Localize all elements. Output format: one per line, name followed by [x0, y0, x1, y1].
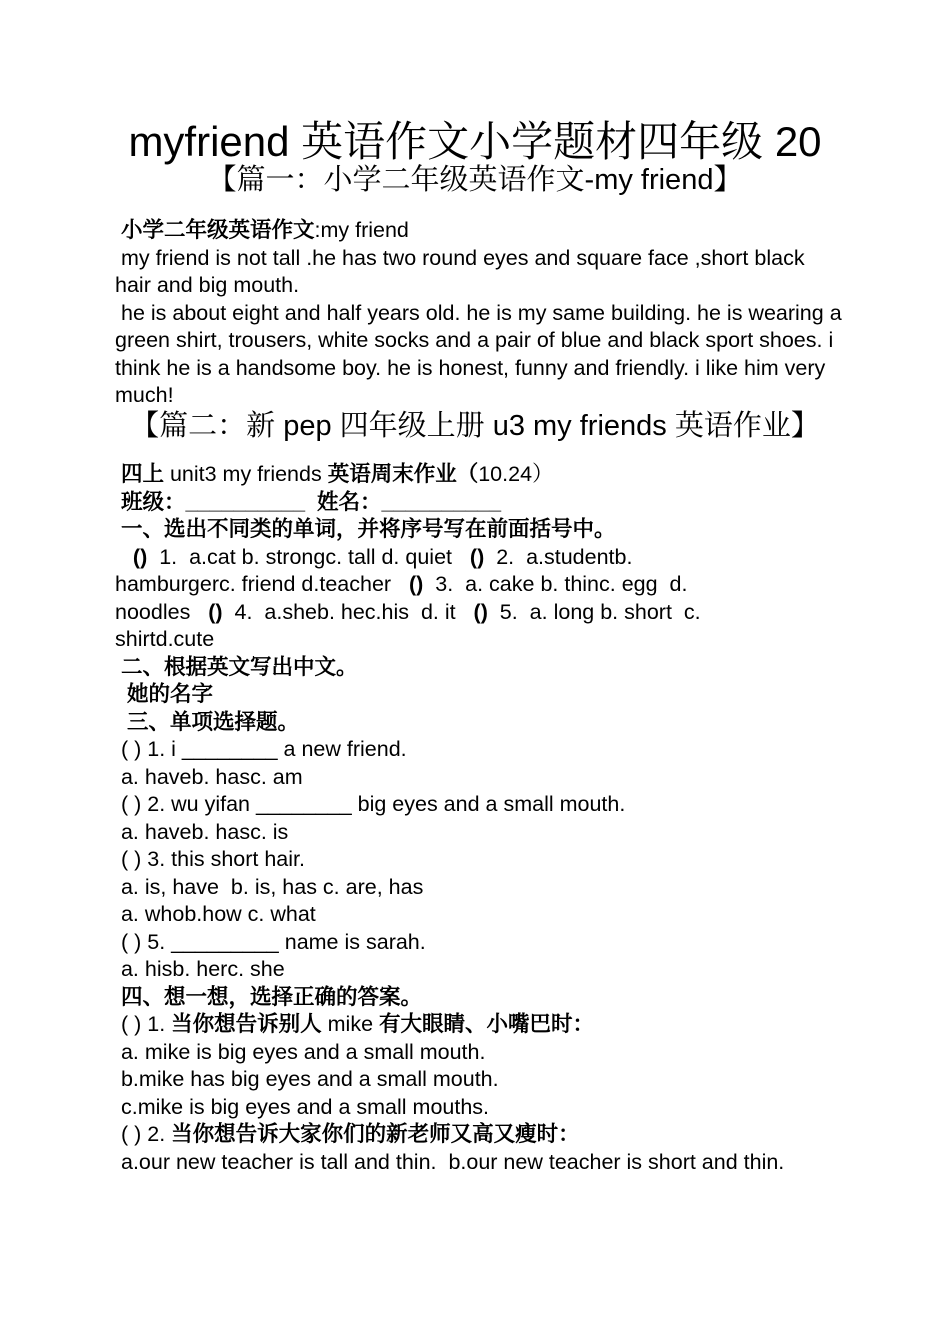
- part3-options-4: a. whob.how c. what: [115, 902, 316, 926]
- section1-paragraph-1: my friend is not tall .he has two round eyes and square face ,short black hair and big mouth.: [115, 245, 811, 297]
- part3-options-3: a. is, have b. is, has c. are, has: [115, 874, 424, 899]
- part3-options-2: a. haveb. hasc. is: [115, 819, 289, 844]
- question-text: mike: [321, 1012, 380, 1036]
- part3-question-5: ( ) 5. _________ name is sarah.: [115, 929, 426, 954]
- part3-heading: [115, 709, 845, 737]
- homework-title-part-d: 10.24）: [478, 462, 554, 486]
- question-number: ( ) 1.: [115, 1012, 172, 1036]
- question-text: 3. a. cake b. thinc. egg d.: [423, 572, 688, 596]
- part2-item: [115, 681, 845, 709]
- question-text-bold: 当你想告诉大家你们的新老师又高又瘦时：: [171, 1122, 580, 1146]
- part4-options-2: a.our new teacher is tall and thin. b.our new teacher is short and thin.: [115, 1149, 785, 1174]
- question-text: 2. a.studentb.: [484, 544, 633, 569]
- part1-line-3: [115, 599, 845, 627]
- part3-options-5: a. hisb. herc. she: [115, 957, 285, 981]
- homework-title-part-a: 四上: [115, 462, 164, 486]
- bracket: (): [208, 599, 223, 624]
- part1-line-1: [115, 544, 845, 572]
- bracket: (): [409, 572, 424, 596]
- part4-option-c: c.mike is big eyes and a small mouths.: [115, 1094, 490, 1119]
- part3-question-1: ( ) 1. i ________ a new friend.: [115, 737, 407, 761]
- homework-title-part-c: 英语周末作业（: [327, 462, 479, 486]
- question-number: ( ) 2.: [115, 1122, 172, 1146]
- bracket: (): [115, 544, 148, 569]
- section2-heading: 【篇二：新 pep 四年级上册 u3 my friends 英语作业】: [130, 410, 820, 442]
- part4-option-a: a. mike is big eyes and a small mouth.: [115, 1039, 486, 1064]
- part4-question-2: [115, 1121, 845, 1149]
- question-text: noodles: [115, 599, 209, 624]
- part4-question-1: [115, 1011, 845, 1039]
- question-text-bold: 有大眼睛、小嘴巴时：: [379, 1012, 595, 1036]
- bracket: (): [469, 544, 485, 569]
- homework-title: [115, 461, 845, 489]
- part2-item-text: 她的名字: [115, 682, 213, 706]
- part2-heading: [115, 654, 845, 682]
- section2-body: [115, 461, 845, 1176]
- section1-subtitle-rest: :my friend: [314, 218, 409, 242]
- question-text-bold: 当你想告诉别人: [171, 1012, 322, 1036]
- bracket: (): [473, 599, 488, 624]
- part3-question-3: ( ) 3. this short hair.: [115, 847, 305, 871]
- section1-paragraph-2: he is about eight and half years old. he is my same building. he is wearing a green shirt, trousers, white socks and a pair of blue and black sport shoes. i think he is a handsome boy. he is honest, funny and friendly. i like him very much!: [115, 300, 848, 407]
- part4-option-b: b.mike has big eyes and a small mouth.: [115, 1067, 499, 1091]
- part1-line-4: shirtd.cute: [115, 627, 215, 651]
- part4-heading-text: 四、想一想，选择正确的答案。: [115, 984, 422, 1009]
- class-name-text: 班级：__________ 姓名：__________: [115, 489, 502, 514]
- homework-title-part-b: unit3 my friends: [163, 462, 328, 486]
- part4-heading: [115, 984, 845, 1012]
- class-name-line: [115, 489, 845, 517]
- part3-question-2: ( ) 2. wu yifan ________ big eyes and a small mouth.: [115, 792, 626, 816]
- part2-heading-text: 二、根据英文写出中文。: [115, 654, 358, 679]
- question-text: hamburgerc. friend d.teacher: [115, 572, 409, 596]
- part1-line-2: [115, 571, 845, 599]
- question-text: 5. a. long b. short c.: [487, 599, 701, 624]
- part3-heading-text: 三、单项选择题。: [115, 709, 299, 734]
- part1-heading: [115, 516, 845, 544]
- part3-options-1: a. haveb. hasc. am: [115, 764, 303, 789]
- part1-heading-text: 一、选出不同类的单词，并将序号写在前面括号中。: [115, 517, 616, 541]
- section1-heading: 【篇一：小学二年级英语作文-my friend】: [207, 164, 743, 196]
- question-text: 4. a.sheb. hec.his d. it: [222, 599, 474, 624]
- document-title: myfriend 英语作文小学题材四年级 20: [128, 118, 822, 165]
- question-text: 1. a.cat b. strongc. tall d. quiet: [147, 544, 470, 569]
- section1-subtitle-bold: 小学二年级英语作文: [115, 218, 315, 242]
- section1-body: [115, 217, 848, 410]
- section1-subtitle: [115, 217, 845, 245]
